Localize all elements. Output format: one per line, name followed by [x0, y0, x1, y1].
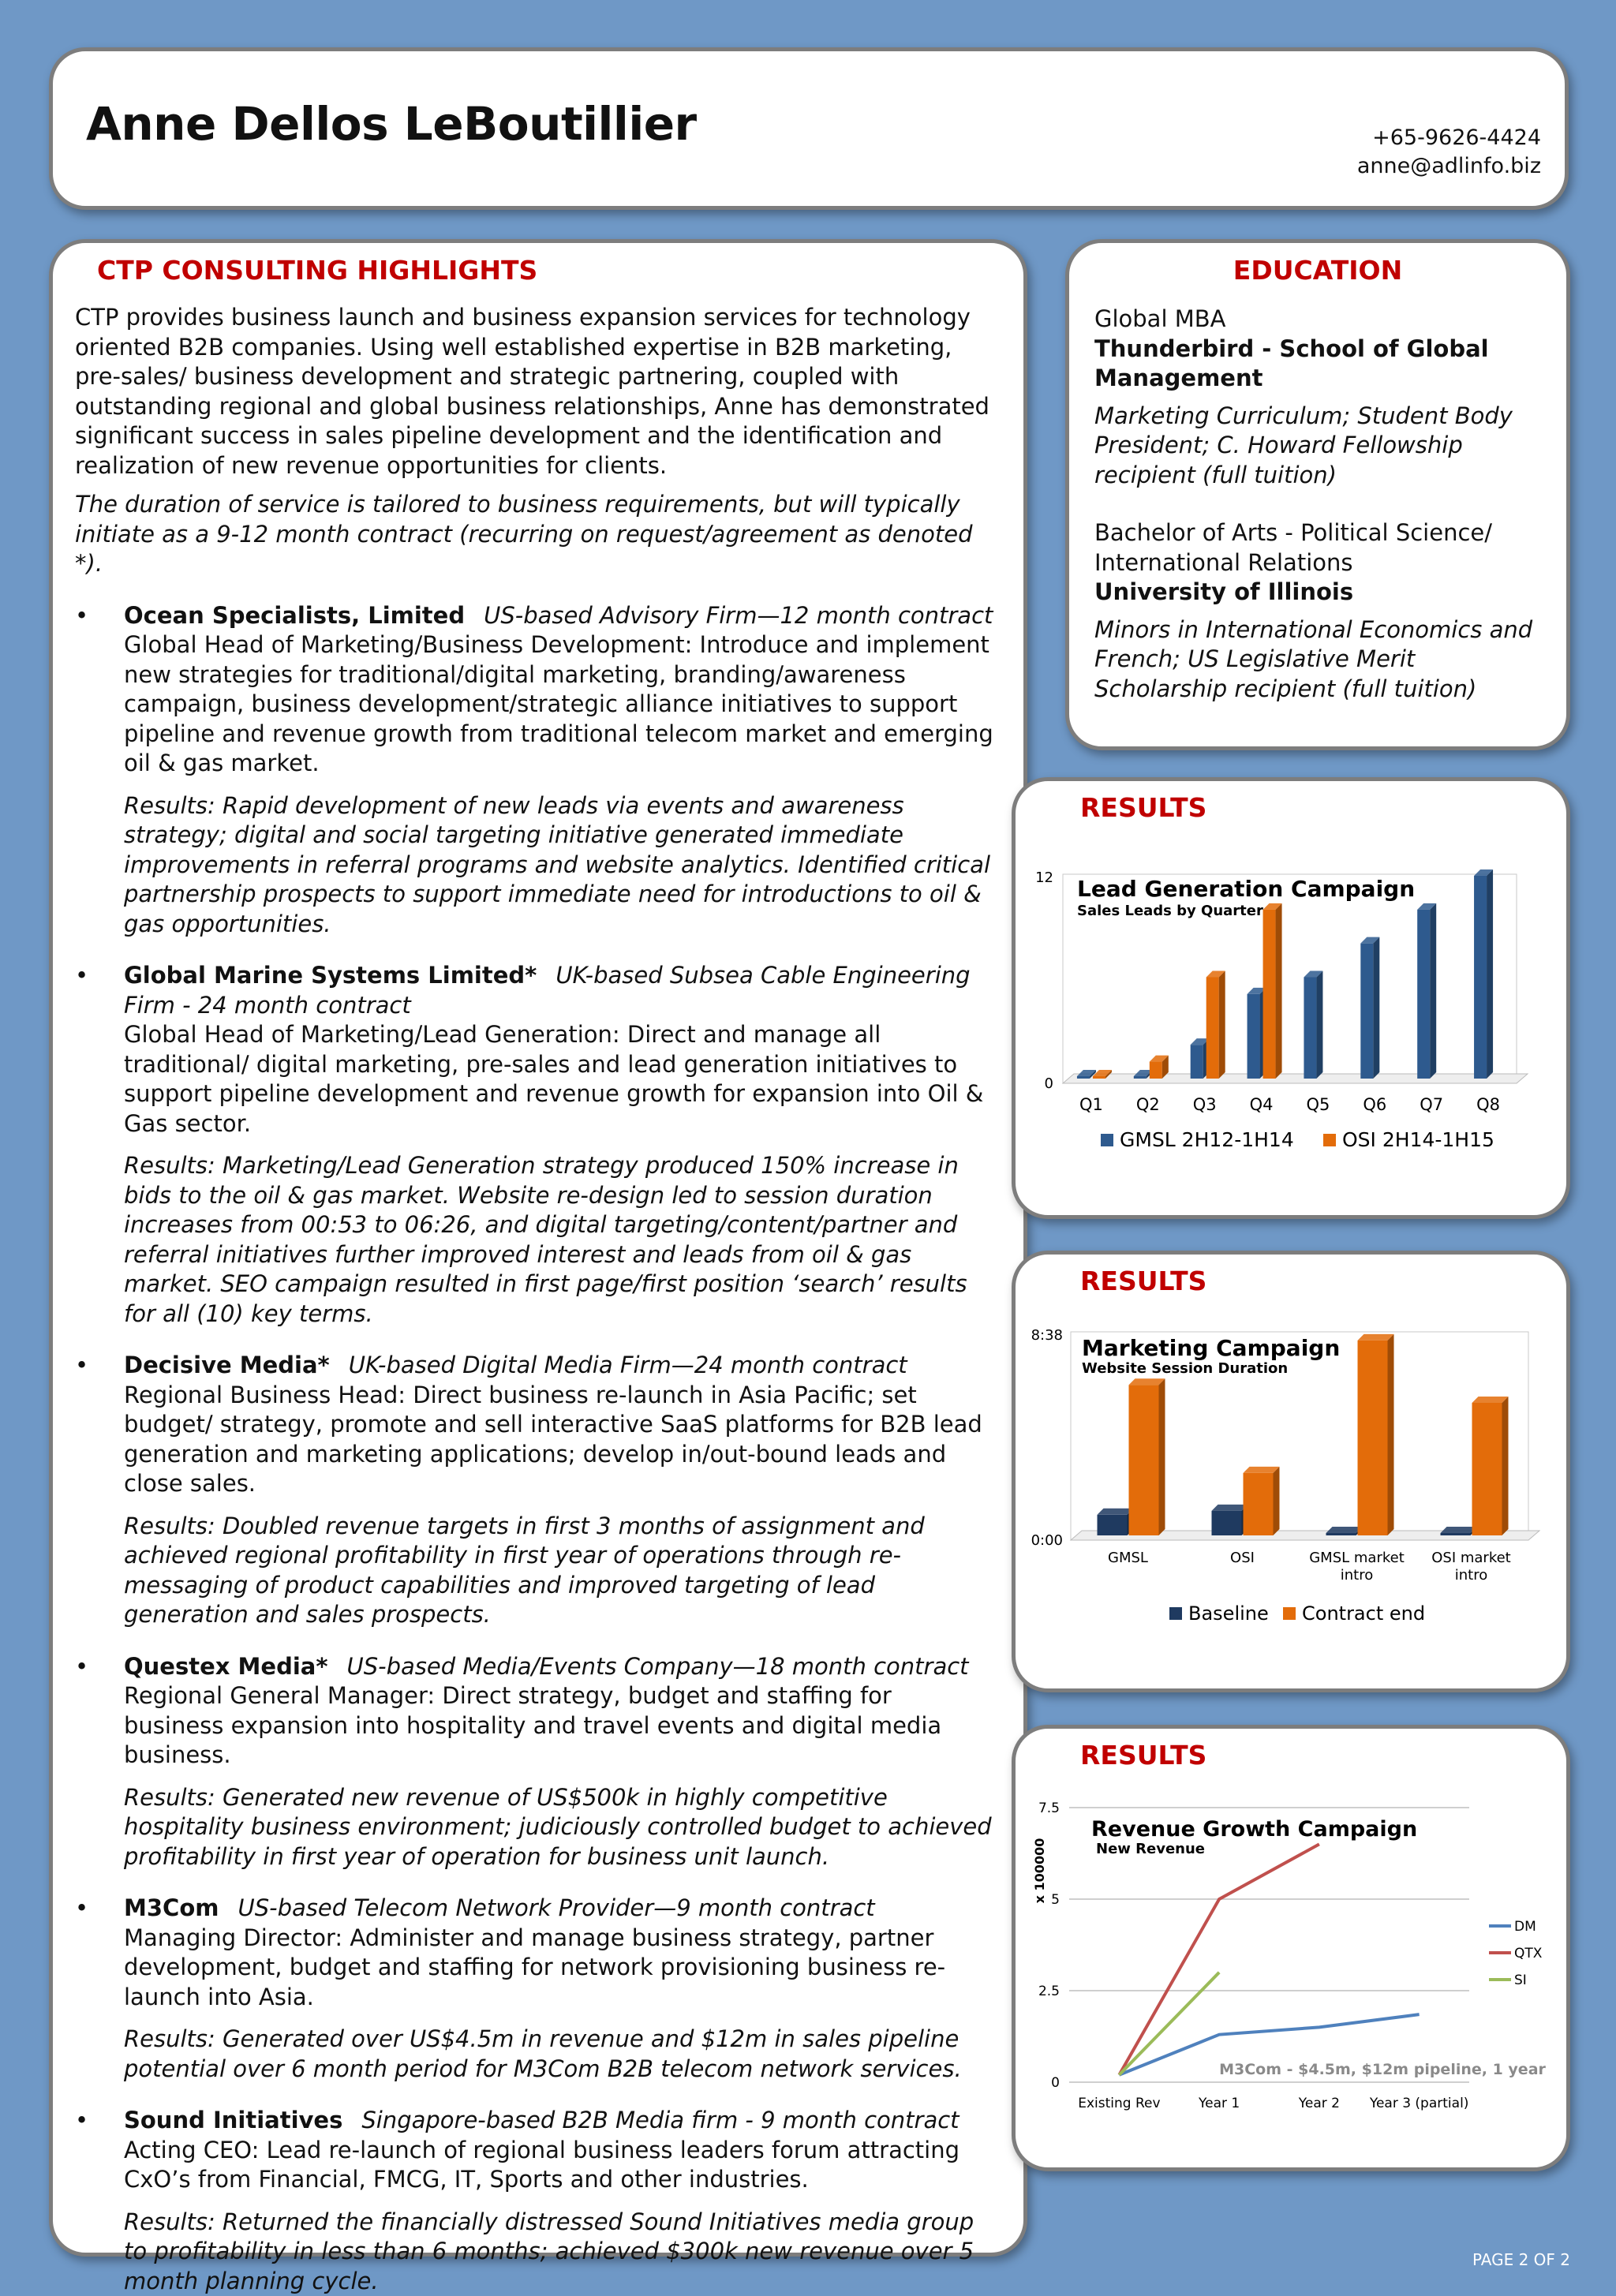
x-tick-label: Year 3 (partial) [1369, 2096, 1469, 2111]
highlights-panel [49, 239, 1027, 2257]
bar-side [1430, 903, 1436, 1079]
bar-top [1358, 1334, 1394, 1341]
chart-annotation: M3Com - $4.5m, $12m pipeline, 1 year [1219, 2061, 1546, 2078]
job-detail: UK-based Subsea Cable Engineering Firm - 24 month contract [124, 962, 971, 1019]
y-tick-label: 0:00 [1031, 1532, 1063, 1549]
bar [1077, 1076, 1090, 1079]
x-tick-label: Q1 [1079, 1095, 1103, 1114]
bar-side [1388, 1334, 1394, 1535]
legend-swatch [1169, 1607, 1182, 1620]
legend-label: QTX [1514, 1946, 1543, 1961]
chart-subtitle: Sales Leads by Quarter [1077, 903, 1263, 919]
bar [1206, 978, 1219, 1079]
job-detail: US-based Advisory Firm—12 month contract [484, 602, 993, 629]
bar [1191, 1045, 1203, 1079]
bar [1150, 1062, 1162, 1079]
chart-subtitle: New Revenue [1096, 1841, 1205, 1857]
school-illinois: University of Illinois [1094, 578, 1552, 608]
bar [1093, 1076, 1105, 1079]
education-panel [1065, 239, 1570, 750]
chart-title: Revenue Growth Campaign [1091, 1817, 1417, 1842]
y-tick-label: 0 [1051, 2075, 1060, 2091]
bar [1248, 994, 1260, 1079]
marketing-campaign-chart [1016, 1255, 1566, 1688]
job-company: Decisive Media* [124, 1352, 330, 1378]
mba-notes: Marketing Curriculum; Student Body President; C. Howard Fellowship recipient (full tuition) [1094, 402, 1552, 491]
y-tick-label: 5 [1051, 1892, 1060, 1908]
job-company: Global Marine Systems Limited* [124, 962, 537, 989]
degree-ba: Bachelor of Arts - Political Science/ International Relations [1094, 518, 1552, 578]
job-entry [75, 1894, 998, 2084]
results-title: RESULTS [1080, 1740, 1206, 1771]
x-tick-label: Year 1 [1198, 2096, 1240, 2111]
x-tick-label: Existing Rev [1078, 2096, 1160, 2111]
x-tick-label: GMSL market [1309, 1550, 1405, 1566]
highlights-intro: CTP provides business launch and business expansion services for technology oriented B2B companies. Using well established expertise in B2B marketing, pre-sales/ business development and strategic partnering, coupled with outstanding regional and global business relationships, Anne has demonstrated significant success in sales pipeline development and the identification and realization of new revenue opportunities for clients. [75, 303, 998, 481]
bullet-icon: • [75, 1894, 88, 1924]
bar-top [1472, 1397, 1509, 1403]
job-role: Managing Director: Administer and manage business strategy, partner development, budget and staffing for network provisioning business re-launch into Asia. [124, 1924, 998, 2013]
bullet-icon: • [75, 961, 88, 991]
education-body [1094, 305, 1552, 704]
job-results: Results: Doubled revenue targets in first 3 months of assignment and achieved regional profitability in first year of operations through re-messaging of product capabilities and improved targeting of lead generation and sales prospects. [124, 1512, 998, 1630]
bar-top [1244, 1467, 1280, 1473]
bar [1358, 1341, 1388, 1535]
floor [1063, 1074, 1528, 1083]
bullet-icon: • [75, 2106, 88, 2136]
results-title: RESULTS [1080, 792, 1206, 823]
person-name: Anne Dellos LeBoutillier [86, 97, 697, 151]
bar [1129, 1385, 1159, 1535]
results-panel-leads [1012, 777, 1570, 1219]
bar [1441, 1533, 1471, 1535]
bar [1263, 910, 1276, 1079]
bar [1244, 1473, 1274, 1535]
x-tick-label: Q7 [1420, 1095, 1443, 1114]
bullet-icon: • [75, 601, 88, 631]
y-tick-label: 0 [1045, 1075, 1053, 1092]
job-company: Questex Media* [124, 1653, 328, 1680]
legend-label: SI [1514, 1973, 1527, 1988]
legend-label: Contract end [1302, 1602, 1425, 1625]
bar-side [1502, 1397, 1509, 1535]
job-heading [124, 961, 998, 1020]
bullet-icon: • [75, 1351, 88, 1381]
results-panel-marketing [1012, 1251, 1570, 1692]
bar-side [1274, 1467, 1280, 1535]
y-tick-label: 7.5 [1038, 1801, 1060, 1816]
job-entry [75, 2106, 998, 2296]
bar-top [1326, 1527, 1363, 1533]
bullet-icon: • [75, 1652, 88, 1682]
job-entry [75, 1351, 998, 1630]
bar-top [1212, 1505, 1248, 1511]
bar [1134, 1076, 1147, 1079]
bar-side [1316, 971, 1322, 1079]
y-tick-label: 8:38 [1031, 1327, 1063, 1344]
legend-label: GMSL 2H12-1H14 [1120, 1128, 1294, 1151]
phone-number: +65-9626-4424 [1357, 124, 1541, 152]
x-tick-label: Q8 [1476, 1095, 1500, 1114]
email-address[interactable]: anne@adlinfo.biz [1357, 152, 1541, 181]
job-heading [124, 1351, 998, 1381]
x-tick-label: intro [1341, 1567, 1373, 1584]
legend-label: Baseline [1188, 1602, 1269, 1625]
bar-side [1276, 903, 1282, 1079]
chart-title: Marketing Campaign [1082, 1335, 1340, 1361]
results-panel-revenue [1012, 1725, 1570, 2171]
job-heading [124, 1652, 998, 1682]
legend-swatch [1283, 1607, 1296, 1620]
job-results: Results: Generated over US$4.5m in revenue and $12m in sales pipeline potential over 6 month period for M3Com B2B telecom network services. [124, 2025, 998, 2084]
bar-side [1487, 869, 1493, 1079]
page-number: PAGE 2 OF 2 [1472, 2250, 1570, 2269]
bar [1472, 1403, 1502, 1535]
job-heading [124, 601, 998, 631]
x-tick-label: GMSL [1108, 1550, 1148, 1566]
job-detail: Singapore-based B2B Media firm - 9 month contract [361, 2107, 959, 2133]
job-detail: US-based Media/Events Company—18 month contract [347, 1653, 969, 1680]
legend-swatch [1101, 1134, 1113, 1146]
lead-generation-chart [1016, 781, 1566, 1215]
job-heading [124, 1894, 998, 1924]
job-results: Results: Returned the financially distressed Sound Initiatives media group to profitability in less than 6 months; achieved $300k new revenue over 5 month planning cycle. [124, 2208, 998, 2296]
y-tick-label: 12 [1035, 869, 1053, 886]
job-role: Acting CEO: Lead re-launch of regional business leaders forum attracting CxO’s from Financial, FMCG, IT, Sports and other industries. [124, 2136, 998, 2195]
bar [1360, 944, 1373, 1079]
job-results: Results: Rapid development of new leads via events and awareness strategy; digital and social targeting initiative generated immediate improvements in referral programs and website analytics. Identified critical partnership prospects to support immediate need for introductions to oil & gas opportunities. [124, 791, 998, 940]
job-company: Ocean Specialists, Limited [124, 602, 465, 629]
bar [1417, 910, 1430, 1079]
job-role: Regional Business Head: Direct business re-launch in Asia Pacific; set budget/ strategy, promote and sell interactive SaaS platforms for B2B lead generation and marketing applications; develop in/out-bound leads and close sales. [124, 1381, 998, 1499]
job-company: M3Com [124, 1894, 219, 1921]
job-detail: UK-based Digital Media Firm—24 month contract [349, 1352, 907, 1378]
school-thunderbird: Thunderbird - School of Global Management [1094, 335, 1552, 394]
job-list [75, 601, 998, 2296]
x-tick-label: Q3 [1193, 1095, 1217, 1114]
job-role: Regional General Manager: Direct strategy, budget and staffing for business expansion into hospitality and travel events and digital media business. [124, 1681, 998, 1771]
series-line [1119, 1844, 1319, 2074]
job-company: Sound Initiatives [124, 2107, 342, 2133]
job-detail: US-based Telecom Network Provider—9 month contract [238, 1894, 874, 1921]
header-panel [49, 47, 1569, 210]
bar [1212, 1511, 1242, 1535]
job-entry [75, 601, 998, 940]
legend-swatch [1323, 1134, 1336, 1146]
bar-side [1219, 971, 1225, 1079]
x-tick-label: Q2 [1136, 1095, 1160, 1114]
job-results: Results: Generated new revenue of US$500k in highly competitive hospitality business environment; judiciously controlled budget to achieved profitability in first year of operation for business unit launch. [124, 1783, 998, 1872]
job-entry [75, 1652, 998, 1872]
bar-top [1441, 1527, 1477, 1533]
legend-label: DM [1514, 1919, 1536, 1935]
x-tick-label: intro [1455, 1567, 1487, 1584]
ba-notes: Minors in International Economics and French; US Legislative Merit Scholarship recipient (full tuition) [1094, 615, 1552, 705]
bar [1304, 978, 1316, 1079]
revenue-growth-chart [1016, 1729, 1566, 2167]
highlights-note: The duration of service is tailored to business requirements, but will typically initiate as a 9-12 month contract (recurring on request/agreement as denoted *). [75, 490, 998, 579]
bar [1326, 1533, 1356, 1535]
chart-title: Lead Generation Campaign [1077, 876, 1415, 902]
bar [1474, 876, 1487, 1079]
contact-info [1357, 124, 1541, 181]
x-tick-label: Year 2 [1298, 2096, 1340, 2111]
bar-side [1373, 937, 1379, 1079]
bar [1098, 1515, 1128, 1535]
results-title: RESULTS [1080, 1266, 1206, 1296]
legend-label: OSI 2H14-1H15 [1342, 1128, 1494, 1151]
highlights-title: CTP CONSULTING HIGHLIGHTS [97, 255, 537, 286]
degree-mba: Global MBA [1094, 305, 1552, 335]
y-axis-label: x 100000 [1032, 1838, 1047, 1904]
job-results: Results: Marketing/Lead Generation strategy produced 150% increase in bids to the oil & gas market. Website re-design led to session duration increases from 00:53 to 06:26, and digital targeting/content/partner and referral initiatives further improved interest and leads from oil & gas market. SEO campaign resulted in first page/first position ‘search’ results for all (10) key terms. [124, 1151, 998, 1329]
y-tick-label: 2.5 [1038, 1984, 1060, 1999]
education-title: EDUCATION [1069, 255, 1566, 286]
x-tick-label: Q5 [1306, 1095, 1330, 1114]
x-tick-label: OSI [1230, 1550, 1255, 1566]
job-heading [124, 2106, 998, 2136]
bar-side [1159, 1378, 1165, 1535]
x-tick-label: OSI market [1431, 1550, 1511, 1566]
highlights-body [75, 303, 998, 2296]
job-entry [75, 961, 998, 1329]
x-tick-label: Q4 [1250, 1095, 1274, 1114]
chart-subtitle: Website Session Duration [1082, 1360, 1288, 1377]
x-tick-label: Q6 [1363, 1095, 1386, 1114]
job-role: Global Head of Marketing/Lead Generation: Direct and manage all traditional/ digital marketing, pre-sales and lead generation initiatives to support pipeline development and revenue growth for expansion into Oil & Gas sector. [124, 1020, 998, 1139]
bar-top [1098, 1509, 1134, 1515]
job-role: Global Head of Marketing/Business Development: Introduce and implement new strategies for traditional/digital marketing, branding/awareness campaign, business development/strategic alliance initiatives to support pipeline and revenue growth from traditional telecom market and emerging oil & gas market. [124, 630, 998, 779]
bar-top [1129, 1378, 1165, 1385]
